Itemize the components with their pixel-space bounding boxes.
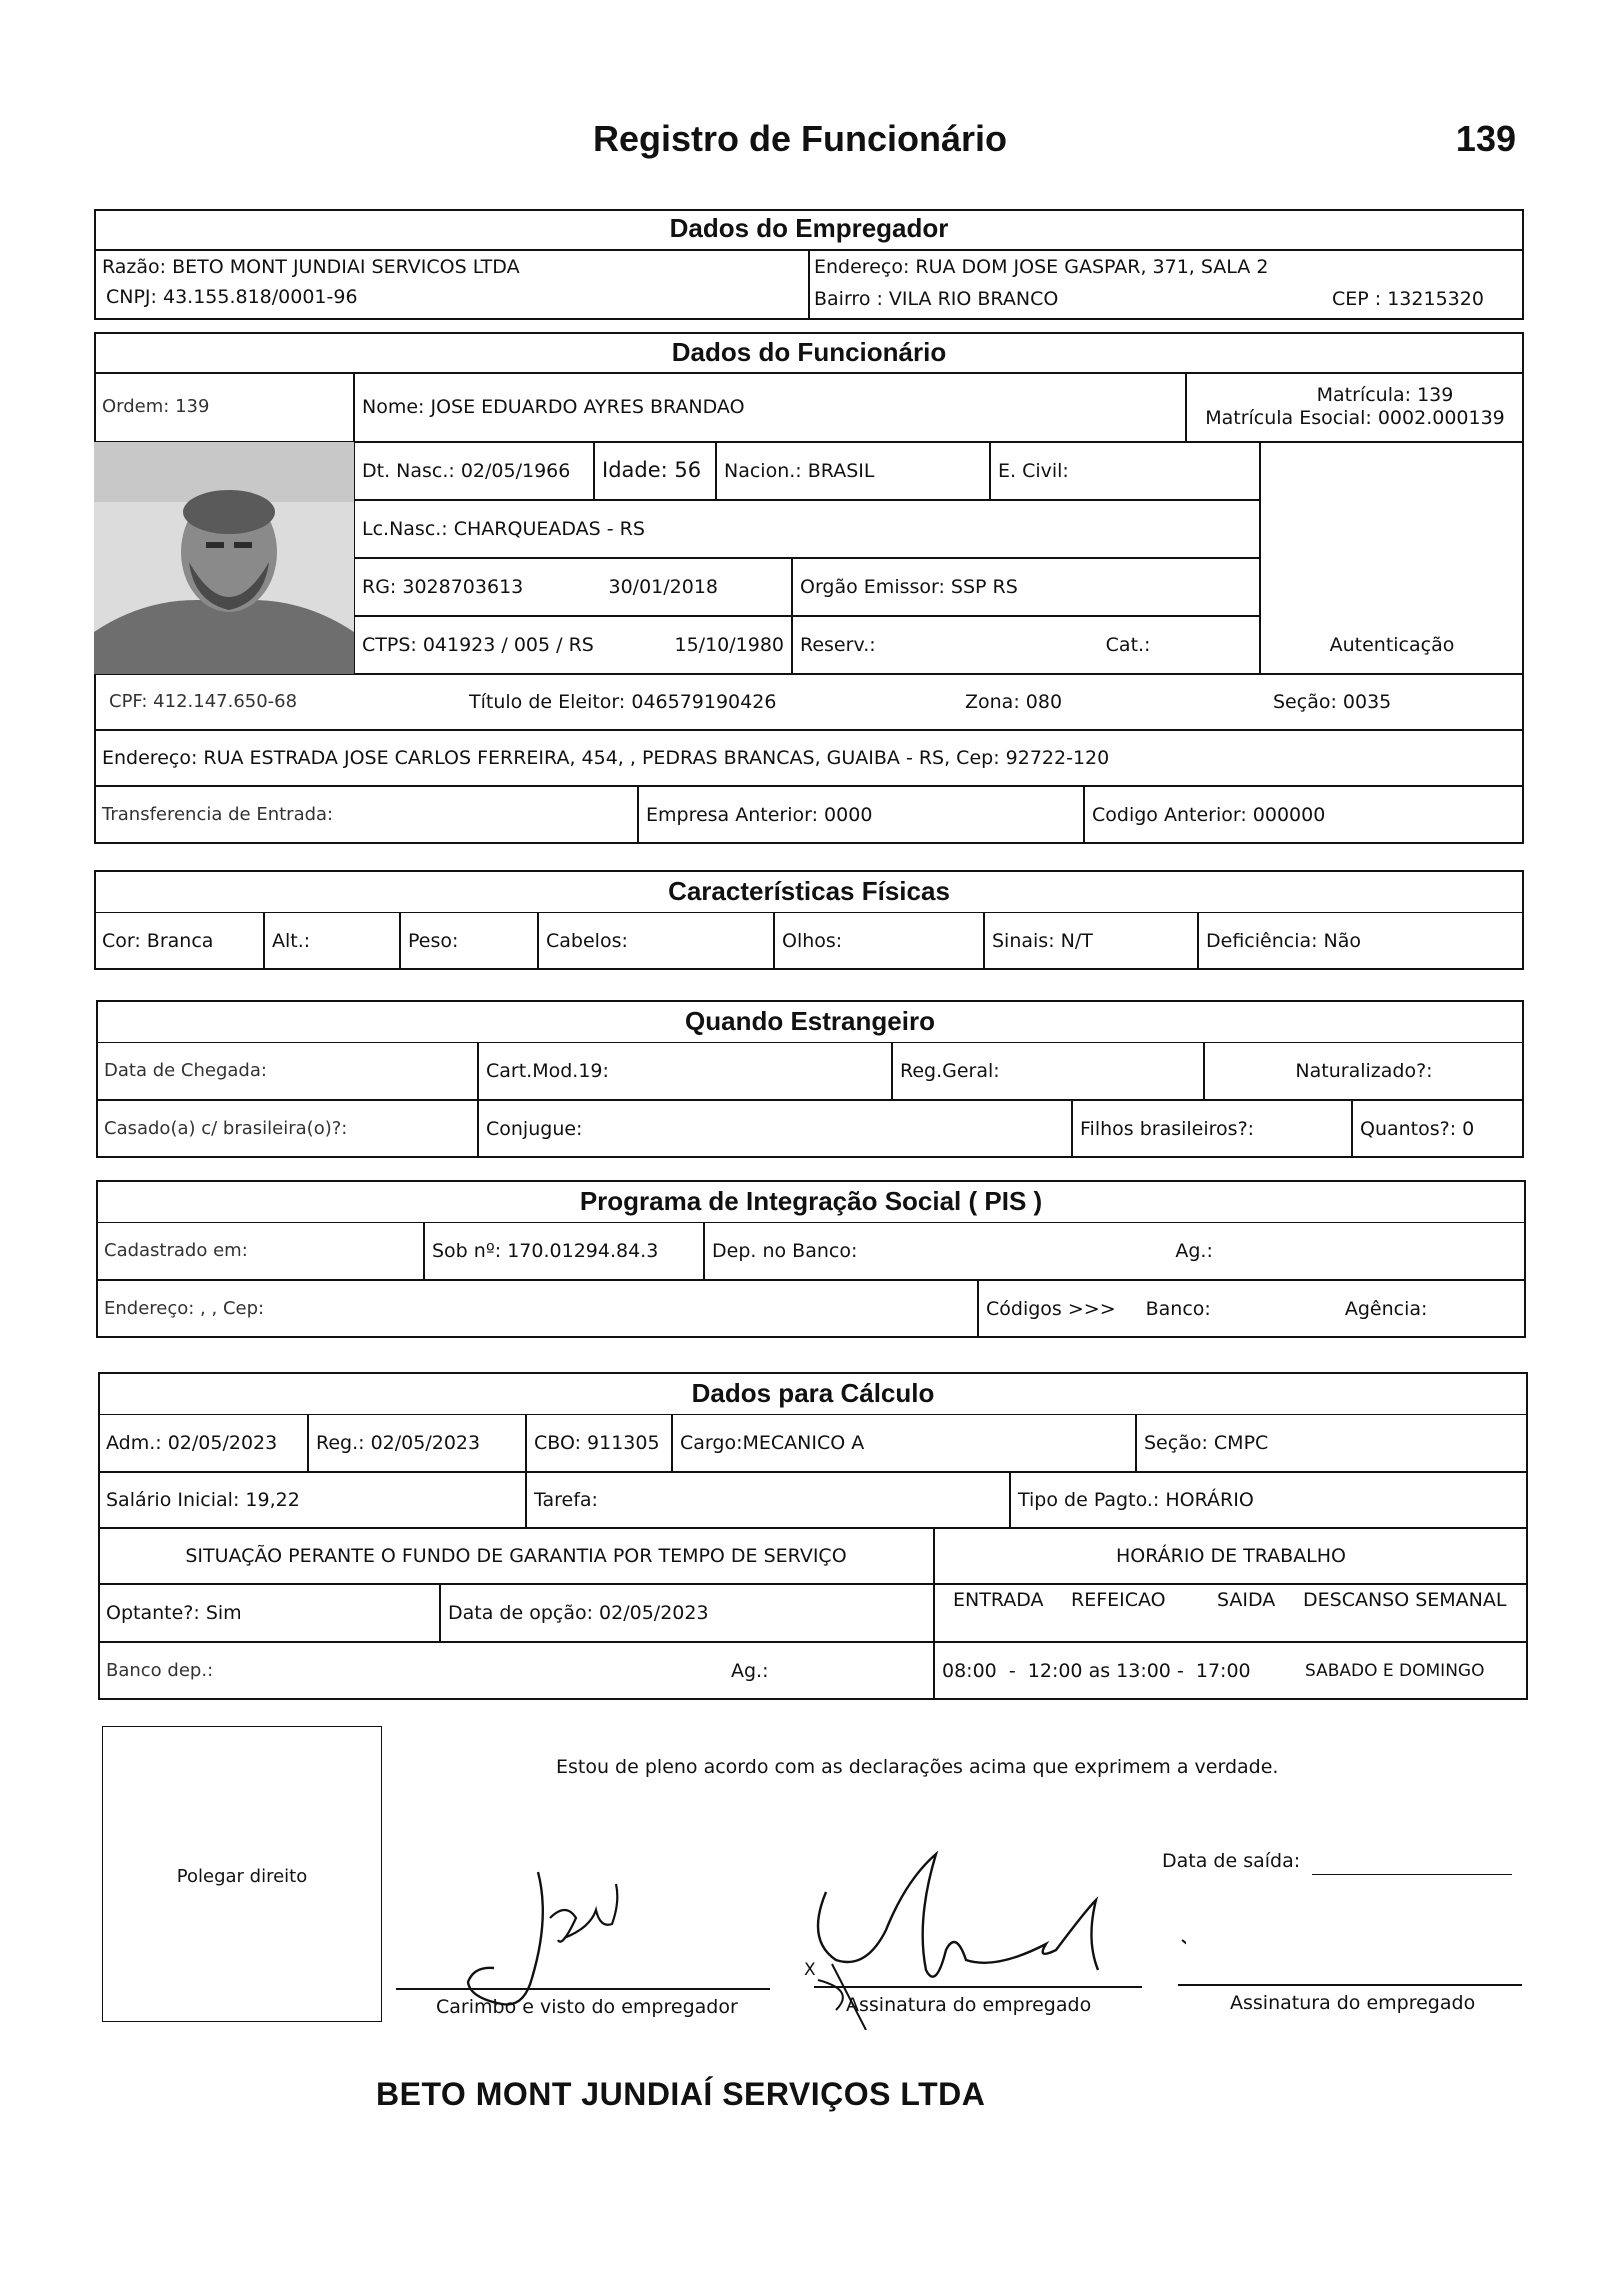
cor-value: Cor: Branca xyxy=(102,929,214,952)
olhos-value: Olhos: xyxy=(782,929,843,952)
person-photo-icon xyxy=(94,442,354,674)
chegada-value: Data de Chegada: xyxy=(104,1060,267,1082)
chegada-cell xyxy=(96,1042,478,1100)
quantos-cell xyxy=(1352,1100,1524,1158)
col-entrada: ENTRADA xyxy=(953,1589,1044,1611)
cor-cell xyxy=(94,912,264,970)
casado-value: Casado(a) c/ brasileira(o)?: xyxy=(104,1118,348,1140)
col-descanso: DESCANSO SEMANAL xyxy=(1303,1589,1507,1611)
casado-cell xyxy=(96,1100,478,1158)
reserv-value: Reserv.: xyxy=(800,633,876,656)
orgao-cell xyxy=(792,558,1260,616)
reg-geral-value: Reg.Geral: xyxy=(900,1059,1000,1082)
reg-cell xyxy=(308,1414,526,1472)
reg-geral-cell xyxy=(892,1042,1204,1100)
cadastrado-cell xyxy=(96,1222,424,1280)
tipo-pagto-cell xyxy=(1010,1472,1528,1528)
alt-value: Alt.: xyxy=(272,929,311,952)
nome-cell xyxy=(354,372,1186,442)
polegar-label: Polegar direito xyxy=(176,1866,308,1887)
carimbo-label: Carimbo e visto do empregador xyxy=(436,1996,738,2018)
cargo-value: Cargo:MECANICO A xyxy=(680,1431,865,1454)
cat-value: Cat.: xyxy=(1105,633,1151,656)
calculo-header: Dados para Cálculo xyxy=(691,1378,935,1408)
employer-razao: Razão: BETO MONT JUNDIAI SERVICOS LTDA xyxy=(102,256,520,278)
data-opcao-cell xyxy=(440,1584,934,1642)
data-saida-line xyxy=(1312,1874,1512,1875)
cart-cell xyxy=(478,1042,892,1100)
idade-value: Idade: 56 xyxy=(602,458,702,483)
autenticacao-cell xyxy=(1260,442,1524,674)
dep-banco-value: Dep. no Banco: xyxy=(712,1239,858,1262)
address-row xyxy=(94,730,1524,786)
cbo-value: CBO: 911305 xyxy=(534,1431,660,1454)
ctps-cell xyxy=(354,616,792,674)
secao-value: Seção: 0035 xyxy=(1273,690,1392,713)
orgao-value: Orgão Emissor: SSP RS xyxy=(800,575,1018,598)
cart-value: Cart.Mod.19: xyxy=(486,1059,609,1082)
transferencia-cell xyxy=(94,786,638,844)
pis-banco-value: Banco: xyxy=(1145,1297,1211,1320)
page-number: 139 xyxy=(1455,118,1516,159)
salario-cell xyxy=(98,1472,526,1528)
x-mark: X xyxy=(804,1960,816,1980)
data-opcao-value: Data de opção: 02/05/2023 xyxy=(448,1601,709,1624)
tarefa-value: Tarefa: xyxy=(534,1488,598,1511)
matricula-esocial-value: Matrícula Esocial: 0002.000139 xyxy=(1205,407,1505,429)
ctps-value: CTPS: 041923 / 005 / RS xyxy=(362,633,594,656)
conjugue-value: Conjugue: xyxy=(486,1117,583,1140)
codigos-value: Códigos >>> xyxy=(986,1297,1116,1320)
pis-ag-value: Ag.: xyxy=(1175,1239,1213,1262)
rg-date: 30/01/2018 xyxy=(608,575,718,598)
sinais-cell xyxy=(984,912,1198,970)
cabelos-value: Cabelos: xyxy=(546,929,628,952)
foreigner-header: Quando Estrangeiro xyxy=(685,1006,935,1036)
cadastrado-value: Cadastrado em: xyxy=(104,1240,248,1262)
ordem-value: Ordem: 139 xyxy=(102,396,210,418)
col-saida: SAIDA xyxy=(1217,1589,1276,1611)
ecivil-value: E. Civil: xyxy=(998,459,1069,482)
olhos-cell xyxy=(774,912,984,970)
fgts-cell xyxy=(98,1528,934,1584)
cbo-cell xyxy=(526,1414,672,1472)
employee-header: Dados do Funcionário xyxy=(671,337,947,367)
autenticacao-label: Autenticação xyxy=(1329,634,1455,657)
ordem-cell xyxy=(94,372,354,442)
filhos-cell xyxy=(1072,1100,1352,1158)
deficiencia-cell xyxy=(1198,912,1524,970)
titulo-value: Título de Eleitor: 046579190426 xyxy=(469,690,777,713)
lc-nasc-cell xyxy=(354,500,1260,558)
filhos-value: Filhos brasileiros?: xyxy=(1080,1117,1255,1140)
descanso-value: SABADO E DOMINGO xyxy=(1305,1660,1485,1681)
calc-ag-value: Ag.: xyxy=(731,1659,769,1682)
naturalizado-value: Naturalizado?: xyxy=(1295,1059,1433,1082)
dt-nasc-cell xyxy=(354,442,594,500)
idade-cell xyxy=(594,442,716,500)
calc-secao-cell xyxy=(1136,1414,1528,1472)
horario-values-cell xyxy=(934,1642,1528,1700)
dep-banco-cell xyxy=(704,1222,1526,1280)
empresa-anterior-value: Empresa Anterior: 0000 xyxy=(646,803,873,826)
employer-bairro: Bairro : VILA RIO BRANCO xyxy=(814,288,1059,310)
reg-value: Reg.: 02/05/2023 xyxy=(316,1431,481,1454)
banco-dep-value: Banco dep.: xyxy=(106,1660,214,1682)
tipo-pagto-value: Tipo de Pagto.: HORÁRIO xyxy=(1018,1488,1254,1511)
assinatura-2-label: Assinatura do empregado xyxy=(1230,1992,1476,2014)
physical-header: Características Físicas xyxy=(668,876,950,906)
nome-value: Nome: JOSE EDUARDO AYRES BRANDAO xyxy=(362,395,745,418)
page-title: Registro de Funcionário xyxy=(592,118,1008,159)
naturalizado-cell xyxy=(1204,1042,1524,1100)
matricula-cell xyxy=(1186,372,1524,442)
peso-value: Peso: xyxy=(408,929,459,952)
dt-nasc-value: Dt. Nasc.: 02/05/1966 xyxy=(362,459,571,482)
horario-header-value: HORÁRIO DE TRABALHO xyxy=(1115,1544,1347,1567)
data-saida-label: Data de saída: xyxy=(1162,1850,1301,1872)
optante-value: Optante?: Sim xyxy=(106,1601,242,1624)
horario-value: 08:00 - 12:00 as 13:00 - 17:00 xyxy=(942,1659,1251,1682)
cargo-cell xyxy=(672,1414,1136,1472)
rg-cell xyxy=(354,558,792,616)
employer-cep: CEP : 13215320 xyxy=(1332,288,1484,310)
pis-endereco-cell xyxy=(96,1280,978,1338)
fgts-value: SITUAÇÃO PERANTE O FUNDO DE GARANTIA POR TEMPO DE SERVIÇO xyxy=(185,1544,847,1567)
pis-endereco-value: Endereço: , , Cep: xyxy=(104,1298,265,1320)
peso-cell xyxy=(400,912,538,970)
employee-signature-line-1 xyxy=(814,1986,1142,1988)
deficiencia-value: Deficiência: Não xyxy=(1206,929,1362,952)
conjugue-cell xyxy=(478,1100,1072,1158)
codigos-cell xyxy=(978,1280,1526,1338)
quantos-value: Quantos?: 0 xyxy=(1360,1117,1475,1140)
sob-cell xyxy=(424,1222,704,1280)
ecivil-cell xyxy=(990,442,1260,500)
empresa-anterior-cell xyxy=(638,786,1084,844)
employer-vdivider xyxy=(808,249,810,320)
zona-value: Zona: 080 xyxy=(965,690,1063,713)
assinatura-1-label: Assinatura do empregado xyxy=(846,1994,1092,2016)
codigo-anterior-value: Codigo Anterior: 000000 xyxy=(1092,803,1326,826)
adm-cell xyxy=(98,1414,308,1472)
cpf-value: CPF: 412.147.650-68 xyxy=(109,691,298,713)
salario-value: Salário Inicial: 19,22 xyxy=(106,1488,300,1511)
optante-cell xyxy=(98,1584,440,1642)
horario-header-cell xyxy=(934,1528,1528,1584)
horario-columns-cell xyxy=(934,1584,1528,1642)
tarefa-cell xyxy=(526,1472,1010,1528)
banco-dep-cell xyxy=(98,1642,934,1700)
address-value: Endereço: RUA ESTRADA JOSE CARLOS FERREIRA, 454, , PEDRAS BRANCAS, GUAIBA - RS, Cep: 92722-120 xyxy=(102,746,1110,769)
rg-value: RG: 3028703613 xyxy=(362,575,524,598)
employer-cnpj: CNPJ: 43.155.818/0001-96 xyxy=(106,286,358,308)
adm-value: Adm.: 02/05/2023 xyxy=(106,1431,278,1454)
codigo-anterior-cell xyxy=(1084,786,1524,844)
cabelos-cell xyxy=(538,912,774,970)
matricula-value: Matrícula: 139 xyxy=(1316,384,1454,407)
transferencia-value: Transferencia de Entrada: xyxy=(102,804,334,826)
reserv-cell xyxy=(792,616,1260,674)
ctps-date: 15/10/1980 xyxy=(674,633,784,656)
sinais-value: Sinais: N/T xyxy=(992,929,1093,952)
sob-value: Sob nº: 170.01294.84.3 xyxy=(432,1239,659,1262)
pis-header: Programa de Integração Social ( PIS ) xyxy=(579,1186,1043,1216)
footer-company-name: BETO MONT JUNDIAÍ SERVIÇOS LTDA xyxy=(376,2076,986,2112)
pis-agencia-value: Agência: xyxy=(1344,1297,1428,1320)
col-refeicao: REFEICAO xyxy=(1071,1589,1166,1611)
employer-signature-line xyxy=(396,1988,770,1990)
employer-header: Dados do Empregador xyxy=(669,213,949,243)
employer-address: Endereço: RUA DOM JOSE GASPAR, 371, SALA 2 xyxy=(814,256,1269,278)
calc-secao-value: Seção: CMPC xyxy=(1144,1431,1269,1454)
employee-signature-line-2 xyxy=(1178,1984,1522,1986)
declaracao-text: Estou de pleno acordo com as declarações acima que exprimem a verdade. xyxy=(556,1756,1279,1778)
nacion-cell xyxy=(716,442,990,500)
nacion-value: Nacion.: BRASIL xyxy=(724,459,875,482)
lc-nasc-value: Lc.Nasc.: CHARQUEADAS - RS xyxy=(362,517,645,540)
employee-photo xyxy=(94,442,354,674)
alt-cell xyxy=(264,912,400,970)
cpf-row xyxy=(94,674,1524,730)
